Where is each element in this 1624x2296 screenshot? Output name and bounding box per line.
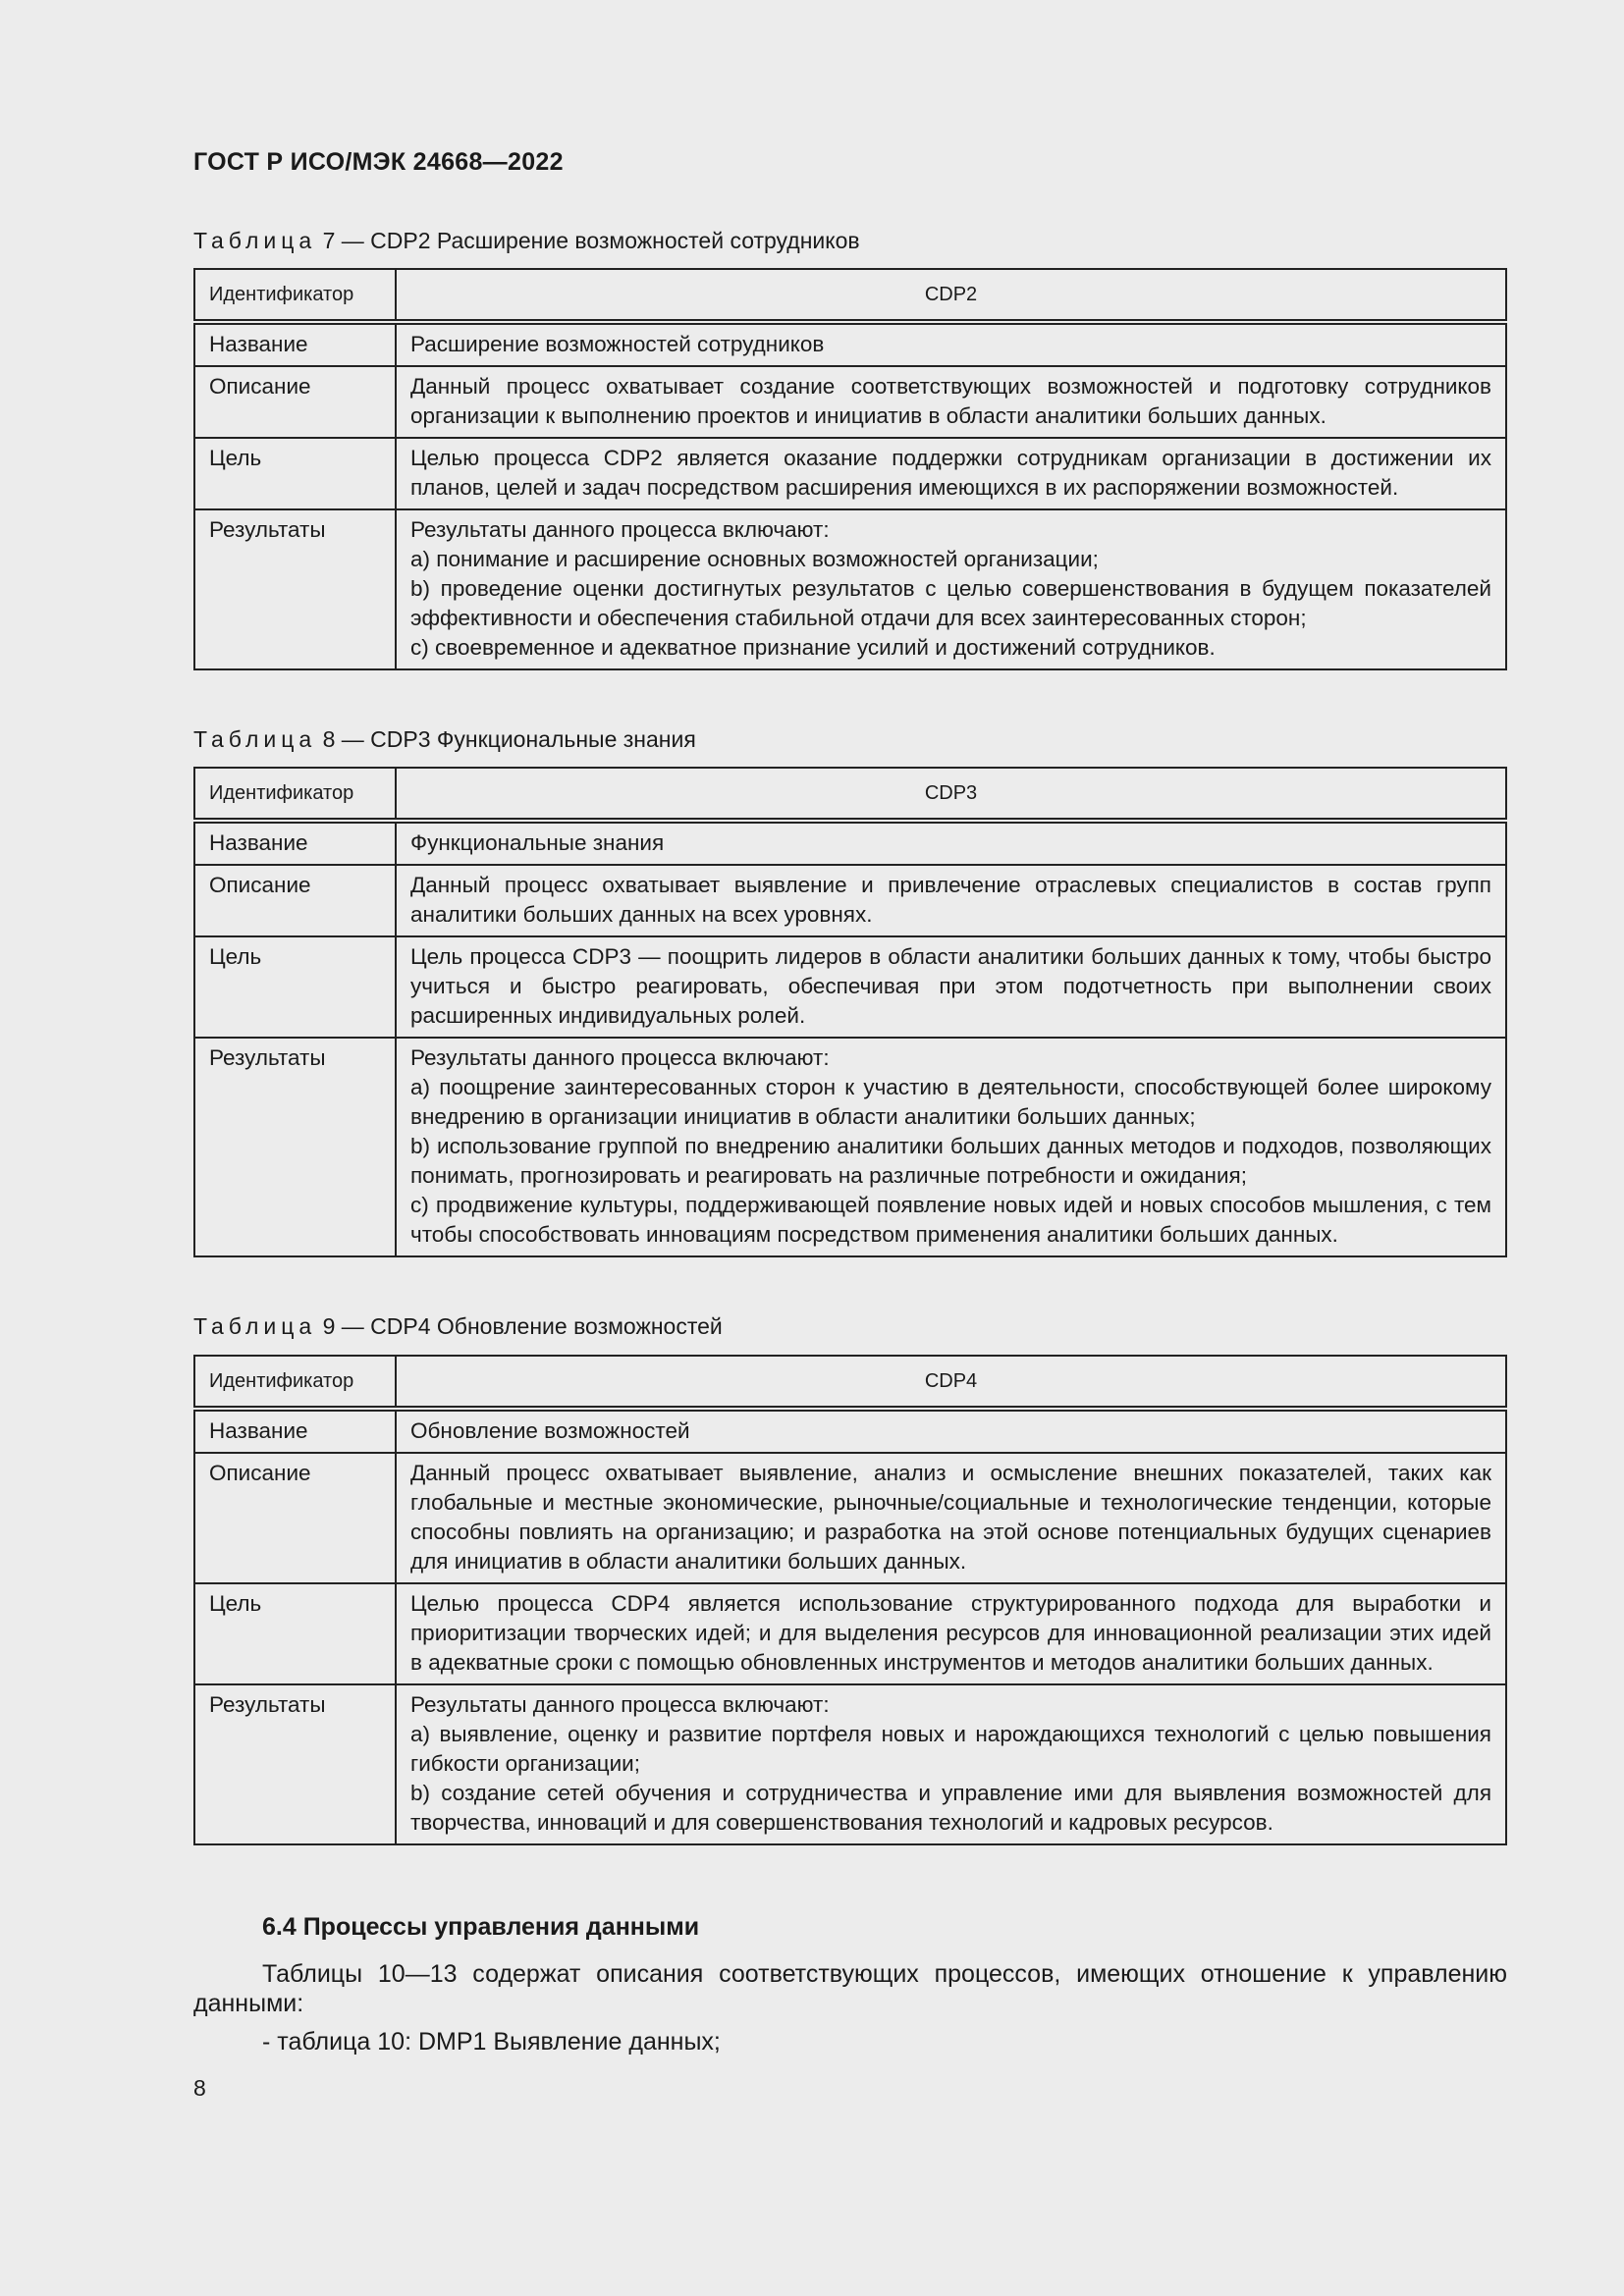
label-identifier: Идентификатор xyxy=(194,768,396,821)
value-goal: Целью процесса CDP4 является использование структурированного подхода для выработки и приоритизации творческих идей; и для выделения ресурсов для инновационной реализации этих идей в адекватные сроки с помощью обновленных инструментов и методов аналитики больших данных. xyxy=(396,1583,1506,1684)
value-results xyxy=(396,1684,1506,1844)
value-results xyxy=(396,1038,1506,1256)
results-item-b: b) создание сетей обучения и сотрудничества и управление ими для выявления возможностей для творчества, инноваций и для совершенствования технологий и кадровых ресурсов. xyxy=(410,1781,1491,1835)
table-caption-9 xyxy=(193,1313,723,1340)
table-row-identifier xyxy=(194,269,1506,322)
results-item-a: a) поощрение заинтересованных сторон к участию в деятельности, способствующей более широкому внедрению в организации инициатив в области аналитики больших данных; xyxy=(410,1075,1491,1129)
table-row-name xyxy=(194,322,1506,366)
table-row-goal xyxy=(194,936,1506,1038)
results-item-b: b) использование группой по внедрению аналитики больших данных методов и подходов, позволяющих понимать, прогнозировать и реагировать на различные потребности и ожидания; xyxy=(410,1134,1491,1188)
caption-text: 9 — CDP4 Обновление возможностей xyxy=(322,1313,723,1339)
table-caption-7 xyxy=(193,228,860,254)
table-row-description xyxy=(194,366,1506,438)
label-identifier: Идентификатор xyxy=(194,1356,396,1409)
value-name: Расширение возможностей сотрудников xyxy=(396,322,1506,366)
label-name: Название xyxy=(194,821,396,865)
label-description: Описание xyxy=(194,865,396,936)
section-paragraph: Таблицы 10—13 содержат описания соответствующих процессов, имеющих отношение к управлению данными: xyxy=(193,1960,1507,2017)
value-description: Данный процесс охватывает выявление и привлечение отраслевых специалистов в состав групп аналитики больших данных на всех уровнях. xyxy=(396,865,1506,936)
value-description: Данный процесс охватывает выявление, анализ и осмысление внешних показателей, таких как глобальные и местные экономические, рыночные/социальные и технологические тенденции, которые способны повлиять на организацию; и разработка на этой основе потенциальных будущих сценариев для инициатив в области аналитики больших данных. xyxy=(396,1453,1506,1583)
table-row-goal xyxy=(194,1583,1506,1684)
table-row-results xyxy=(194,1038,1506,1256)
table-row-description xyxy=(194,865,1506,936)
label-results: Результаты xyxy=(194,509,396,669)
table-row-goal xyxy=(194,438,1506,509)
label-name: Название xyxy=(194,1409,396,1453)
label-name: Название xyxy=(194,322,396,366)
label-results: Результаты xyxy=(194,1038,396,1256)
label-goal: Цель xyxy=(194,936,396,1038)
results-item-a: a) выявление, оценку и развитие портфеля новых и нарождающихся технологий с целью повышения гибкости организации; xyxy=(410,1722,1491,1776)
table-row-description xyxy=(194,1453,1506,1583)
table-row-results xyxy=(194,509,1506,669)
section-title: 6.4 Процессы управления данными xyxy=(262,1913,700,1941)
value-identifier: CDP3 xyxy=(396,768,1506,821)
document-header: ГОСТ Р ИСО/МЭК 24668—2022 xyxy=(193,148,564,176)
results-item-b: b) проведение оценки достигнутых результатов с целью совершенствования в будущем показателей эффективности и обеспечения стабильной отдачи для всех заинтересованных сторон; xyxy=(410,576,1491,630)
table-row-results xyxy=(194,1684,1506,1844)
process-table-cdp3 xyxy=(193,767,1507,1257)
results-item-c: c) своевременное и адекватное признание усилий и достижений сотрудников. xyxy=(410,635,1216,660)
value-identifier: CDP2 xyxy=(396,269,1506,322)
value-goal: Целью процесса CDP2 является оказание поддержки сотрудникам организации в достижении их планов, целей и задач посредством расширения имеющихся в их распоряжении возможностей. xyxy=(396,438,1506,509)
caption-word: Таблица xyxy=(193,1313,317,1339)
results-intro: Результаты данного процесса включают: xyxy=(410,517,830,542)
table-row-name xyxy=(194,1409,1506,1453)
results-item-a: a) понимание и расширение основных возможностей организации; xyxy=(410,547,1099,571)
caption-text: 8 — CDP3 Функциональные знания xyxy=(322,726,696,752)
value-name: Обновление возможностей xyxy=(396,1409,1506,1453)
process-table-cdp2 xyxy=(193,268,1507,670)
value-goal: Цель процесса CDP3 — поощрить лидеров в области аналитики больших данных к тому, чтобы быстро учиться и быстро реагировать, обеспечивая при этом подотчетность при выполнении своих расширенных индивидуальных ролей. xyxy=(396,936,1506,1038)
table-row-name xyxy=(194,821,1506,865)
table-row-identifier xyxy=(194,768,1506,821)
results-intro: Результаты данного процесса включают: xyxy=(410,1692,830,1717)
results-item-c: c) продвижение культуры, поддерживающей появление новых идей и новых способов мышления, с тем чтобы способствовать инновациям посредством применения аналитики больших данных. xyxy=(410,1193,1491,1247)
table-caption-8 xyxy=(193,726,696,753)
value-identifier: CDP4 xyxy=(396,1356,1506,1409)
label-identifier: Идентификатор xyxy=(194,269,396,322)
label-goal: Цель xyxy=(194,438,396,509)
label-description: Описание xyxy=(194,366,396,438)
label-goal: Цель xyxy=(194,1583,396,1684)
value-description: Данный процесс охватывает создание соответствующих возможностей и подготовку сотрудников организации к выполнению проектов и инициатив в области аналитики больших данных. xyxy=(396,366,1506,438)
caption-text: 7 — CDP2 Расширение возможностей сотрудников xyxy=(322,228,860,253)
caption-word: Таблица xyxy=(193,726,317,752)
process-table-cdp4 xyxy=(193,1355,1507,1845)
value-name: Функциональные знания xyxy=(396,821,1506,865)
value-results xyxy=(396,509,1506,669)
label-results: Результаты xyxy=(194,1684,396,1844)
page-number: 8 xyxy=(193,2075,206,2101)
list-item: - таблица 10: DMP1 Выявление данных; xyxy=(262,2028,721,2056)
table-row-identifier xyxy=(194,1356,1506,1409)
caption-word: Таблица xyxy=(193,228,317,253)
label-description: Описание xyxy=(194,1453,396,1583)
results-intro: Результаты данного процесса включают: xyxy=(410,1045,830,1070)
